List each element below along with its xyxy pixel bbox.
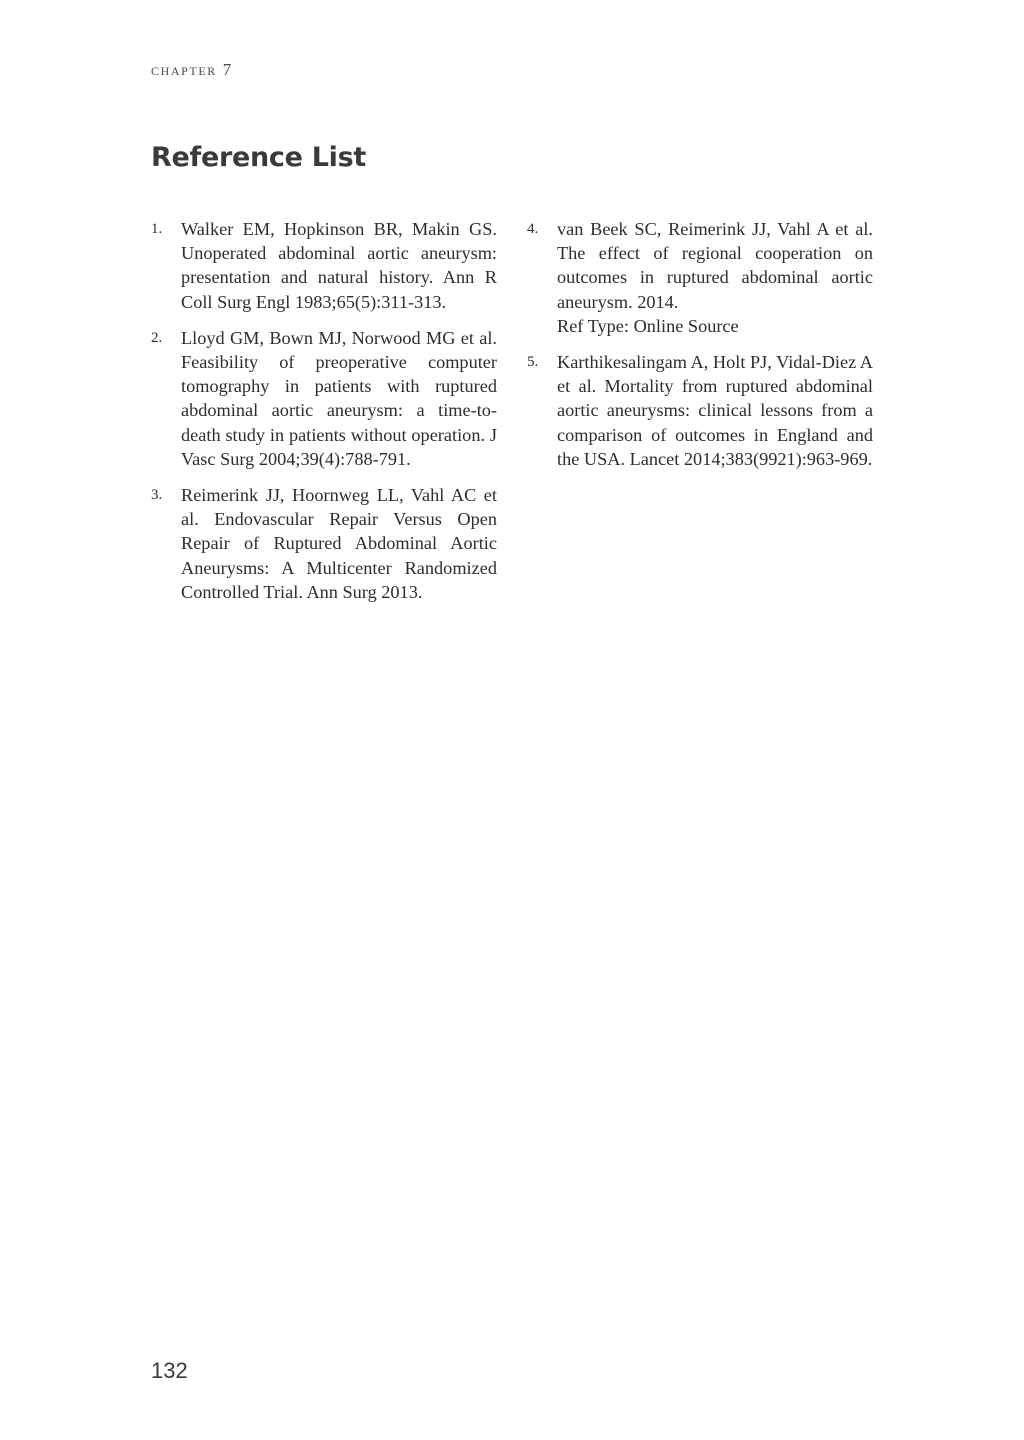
reference-text: Karthikesalingam A, Holt PJ, Vidal-Diez A et al. Mortality from ruptured abdominal aortic aneurysms: clinical lessons from a comparison of outcomes in England and the USA. Lancet 2014;383(9921):963-969.	[557, 352, 873, 469]
running-head: chapter 7	[151, 60, 233, 79]
reference-item-4	[527, 217, 873, 338]
reference-list-right-column	[527, 217, 873, 483]
reference-item-5	[527, 350, 873, 471]
reference-text: Walker EM, Hopkinson BR, Makin GS. Unoperated abdominal aortic aneurysm: presentation and natural history. Ann R Coll Surg Engl 1983;65(5):311-313.	[181, 219, 497, 312]
page-number: 132	[151, 1358, 188, 1383]
reference-item-2	[151, 326, 497, 471]
reference-text: Reimerink JJ, Hoornweg LL, Vahl AC et al. Endovascular Repair Versus Open Repair of Ruptured Abdominal Aortic Aneurysms: A Multicenter Randomized Controlled Trial. Ann Surg 2013.	[181, 485, 497, 602]
section-title: Reference List	[151, 142, 366, 173]
reference-number: 3.	[151, 487, 163, 504]
reference-list-left-column	[151, 217, 497, 616]
reference-item-1	[151, 217, 497, 314]
reference-number: 2.	[151, 329, 163, 346]
reference-number: 1.	[151, 221, 163, 237]
reference-number: 4.	[527, 221, 539, 237]
reference-body	[557, 217, 873, 338]
reference-item-3	[151, 483, 497, 604]
reference-number: 5.	[527, 354, 539, 371]
reference-text: van Beek SC, Reimerink JJ, Vahl A et al. The effect of regional cooperation on outcomes in ruptured abdominal aortic aneurysm. 2014.	[557, 219, 873, 312]
reference-type-note: Ref Type: Online Source	[557, 315, 739, 336]
reference-text: Lloyd GM, Bown MJ, Norwood MG et al. Feasibility of preoperative computer tomography in patients with ruptured abdominal aortic aneurysm: a time-to-death study in patients without operation. J Vasc Surg 2004;39(4):788-791.	[181, 327, 497, 469]
